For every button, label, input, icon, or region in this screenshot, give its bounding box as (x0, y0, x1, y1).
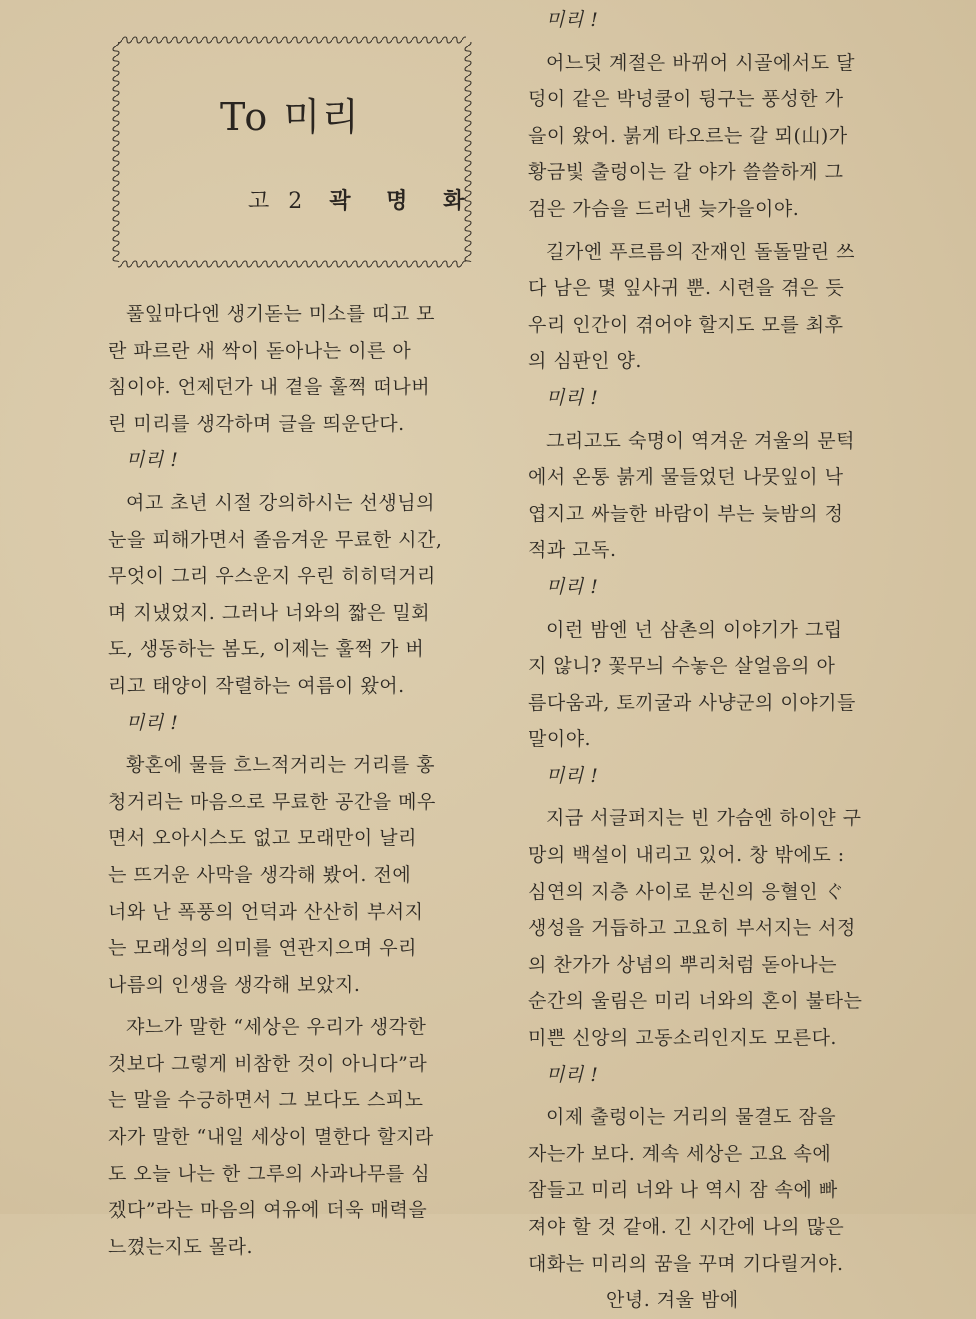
text-line: 여고 초년 시절 강의하시는 선생님의 (126, 491, 435, 514)
text-line: 져야 할 것 같애. 긴 시간에 나의 많은 (528, 1216, 845, 1238)
text-line: 다 남은 몇 잎사귀 뿐. 시련을 겪은 듯 (528, 277, 845, 300)
paragraph (108, 1009, 486, 1265)
text-line: 무엇이 그리 우스운지 우린 히히덕거리 (108, 565, 436, 588)
text-line: 자는가 보다. 계속 세상은 고요 속에 (528, 1142, 832, 1165)
text-line: 란 파르란 새 싹이 돋아나는 이른 아 (108, 339, 412, 362)
text-line: 이런 밤엔 넌 삼촌의 이야기가 그립 (546, 618, 843, 641)
salutation: 미리 ! (126, 449, 179, 472)
paragraph (108, 296, 486, 442)
text-line: 눈을 피해가면서 졸음겨운 무료한 시간, (108, 528, 443, 551)
text-line: 순간의 울림은 미리 너와의 혼이 불타는 (528, 990, 863, 1013)
paragraph (528, 423, 904, 569)
title-frame (112, 36, 479, 268)
text-line: 름다움과, 토끼굴과 사냥군의 이야기들 (528, 691, 856, 714)
text-line: 나름의 인생을 생각해 보았지. (108, 973, 361, 996)
text-line: 지금 서글퍼지는 빈 가슴엔 하이얀 구 (546, 807, 862, 830)
author-byline (248, 184, 478, 215)
text-line: 것보다 그렇게 비참한 것이 아니다”라 (108, 1052, 428, 1075)
salutation: 미리 ! (546, 9, 599, 31)
text-line: 황혼에 물들 흐느적거리는 거리를 홍 (126, 754, 435, 777)
text-line: 이제 출렁이는 거리의 물결도 잠을 (546, 1106, 837, 1129)
text-line: 청거리는 마음으로 무료한 공간을 메우 (108, 790, 436, 813)
salutation: 미리 ! (126, 711, 179, 734)
paragraph (528, 612, 904, 758)
text-line: 잠들고 미리 너와 나 역시 잠 속에 빠 (528, 1179, 838, 1202)
text-line: 도, 생동하는 봄도, 이제는 훌쩍 가 버 (108, 638, 425, 661)
text-line: 검은 가슴을 드러낸 늦가을이야. (528, 197, 800, 220)
closing-line: 안녕. 겨울 밤에 (606, 1289, 739, 1312)
text-line: 말이야. (528, 728, 592, 751)
text-line: 의 찬가가 상념의 뿌리처럼 돋아나는 (528, 953, 837, 976)
text-line: 망의 백설이 내리고 있어. 창 밖에도 : (528, 844, 845, 867)
page-title: To 미리 (220, 95, 361, 139)
salutation: 미리 ! (546, 386, 599, 409)
text-line: 지 않니? 꽃무늬 수놓은 살얼음의 아 (528, 655, 836, 678)
salutation: 미리 ! (546, 1063, 599, 1086)
text-line: 을이 왔어. 붉게 타오르는 갈 뫼(山)가 (528, 124, 848, 147)
paragraph (528, 800, 904, 1056)
salutation: 미리 ! (546, 764, 599, 787)
paragraph (528, 234, 904, 380)
text-line: 우리 인간이 겪어야 할지도 모를 최후 (528, 313, 844, 336)
text-line: 덩이 같은 박넝쿨이 뒹구는 풍성한 가 (528, 88, 844, 111)
text-line: 너와 난 폭풍의 언덕과 산산히 부서지 (108, 900, 424, 923)
text-line: 그리고도 숙명이 역겨운 겨울의 문턱 (546, 429, 855, 452)
ornamental-border (112, 36, 472, 268)
text-line: 는 말을 수긍하면서 그 보다도 스피노 (108, 1089, 424, 1112)
text-line: 면서 오아시스도 없고 모래만이 날리 (108, 827, 417, 850)
text-line: 대화는 미리의 꿈을 꾸며 기다릴거야. (528, 1252, 844, 1275)
right-text-column (528, 2, 904, 1319)
text-line: 풀잎마다엔 생기돋는 미소를 띠고 모 (126, 303, 435, 325)
text-line: 겠다”라는 마음의 여유에 더욱 매력을 (108, 1199, 428, 1222)
text-line: 심연의 지층 사이로 분신의 응혈인 ぐ (528, 880, 845, 903)
text-line: 며 지냈었지. 그러나 너와의 짧은 밀회 (108, 601, 431, 624)
author-grade: 고 2 (248, 189, 309, 214)
text-line: 린 미리를 생각하며 글을 띄운단다. (108, 412, 405, 435)
text-line: 엽지고 싸늘한 바람이 부는 늦밤의 정 (528, 502, 844, 525)
text-line: 황금빛 출렁이는 갈 야가 쓸쓸하게 그 (528, 161, 844, 184)
paragraph (108, 485, 486, 705)
paragraph (528, 45, 904, 228)
paragraph (528, 1099, 904, 1282)
text-line: 는 모래성의 의미를 연관지으며 우리 (108, 937, 417, 960)
text-line: 에서 온통 붉게 물들었던 나뭇잎이 낙 (528, 466, 844, 489)
text-line: 길가엔 푸르름의 잔재인 돌돌말린 쓰 (546, 240, 855, 263)
text-line: 생성을 거듭하고 고요히 부서지는 서정 (528, 917, 856, 940)
salutation: 미리 ! (546, 575, 599, 598)
text-line: 도 오늘 나는 한 그루의 사과나무를 심 (108, 1162, 431, 1185)
text-line: 쟈느가 말한 “세상은 우리가 생각한 (126, 1016, 427, 1039)
author-name: 곽 명 화 (329, 188, 479, 214)
text-line: 미쁜 신앙의 고동소리인지도 모른다. (528, 1027, 837, 1050)
text-line: 침이야. 언제던가 내 곁을 훌쩍 떠나버 (108, 376, 431, 399)
text-line: 자가 말한 “내일 세상이 멸한다 할지라 (108, 1126, 434, 1149)
paragraph (108, 747, 486, 1003)
text-line: 리고 태양이 작렬하는 여름이 왔어. (108, 674, 405, 697)
text-line: 어느덧 계절은 바뀌어 시골에서도 달 (546, 51, 855, 74)
text-line: 의 심판인 양. (528, 350, 642, 373)
text-line: 는 뜨거운 사막을 생각해 봤어. 전에 (108, 863, 412, 886)
left-text-column (108, 296, 486, 1265)
text-line: 느꼈는지도 몰라. (108, 1235, 254, 1258)
text-line: 적과 고독. (528, 539, 617, 562)
